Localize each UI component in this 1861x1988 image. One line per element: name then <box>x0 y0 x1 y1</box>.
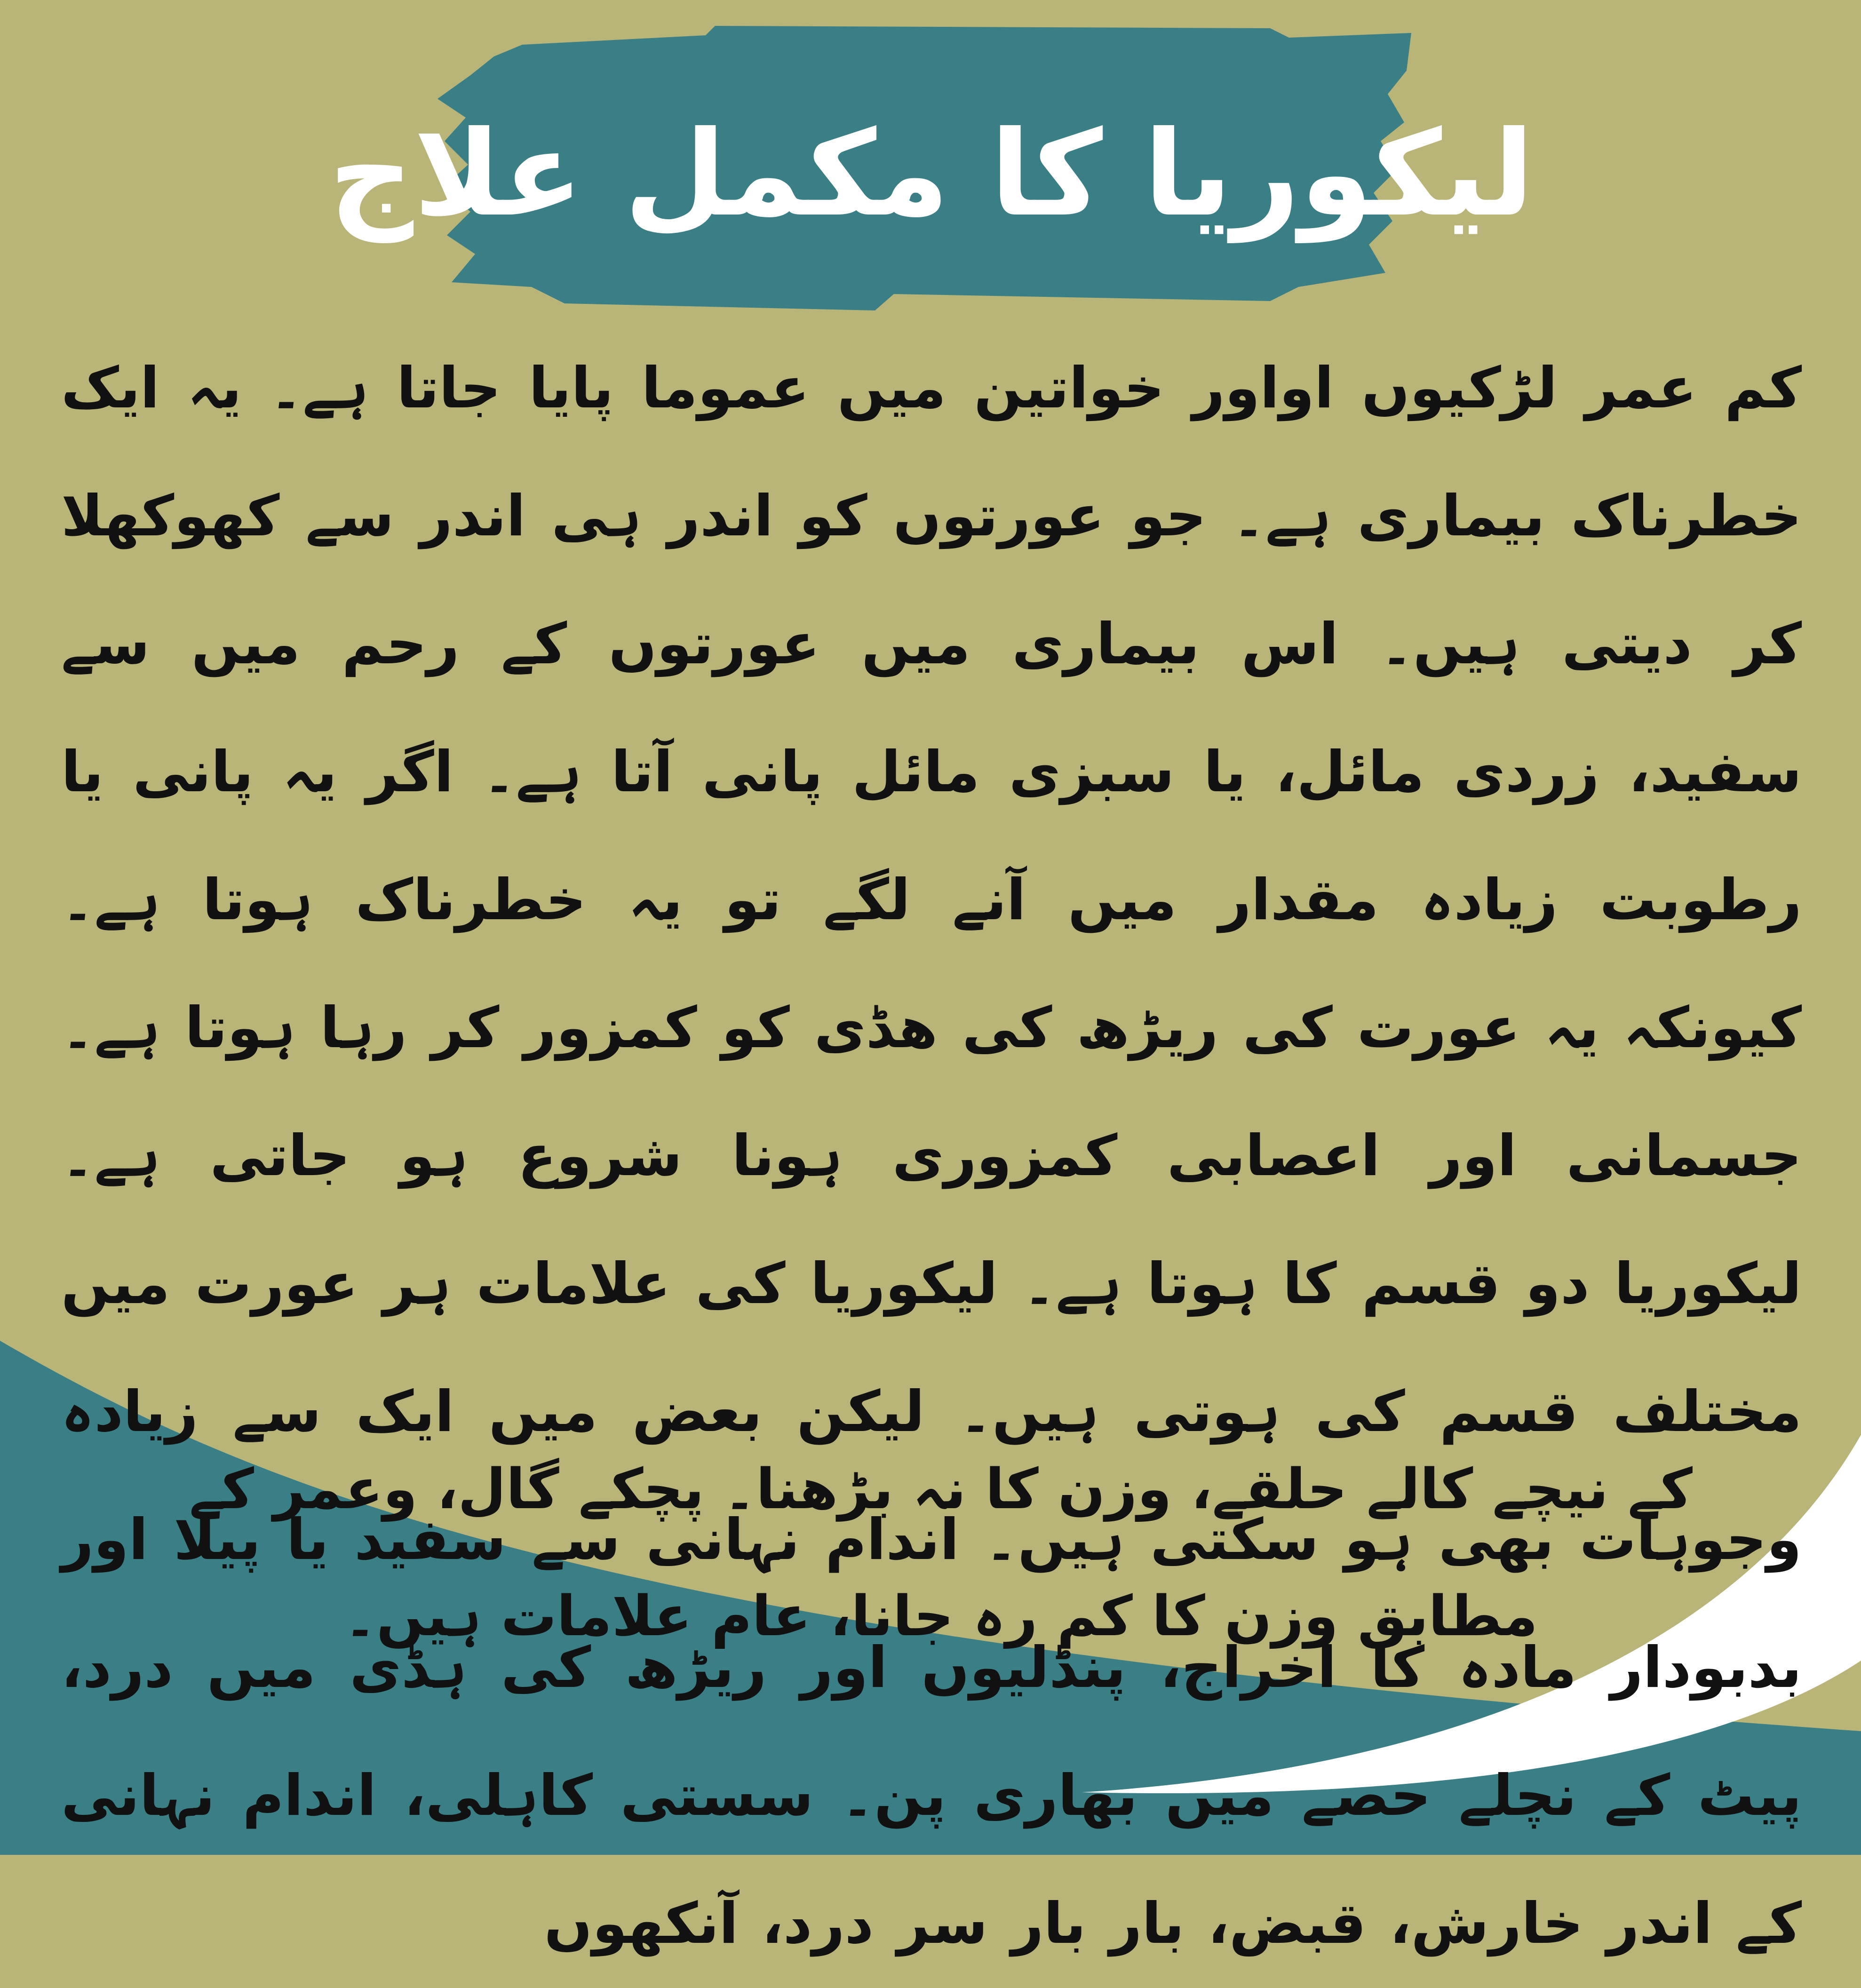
body-paragraph: کم عمر لڑکیوں اواور خواتین میں عموما پایا جاتا ہے۔ یہ ایک خطرناک بیماری ہے۔ جو عورتوں کو اندر ہی اندر سے کھوکھلا کر دیتی ہیں۔ اس بیماری میں عورتوں کے رحم میں سے سفید، زردی مائل، یا سبزی مائل پانی آتا ہے۔ اگر یہ پانی یا رطوبت زیادہ مقدار میں آنے لگے تو یہ خطرناک ہوتا ہے۔ کیونکہ یہ عورت کی ریڑھ کی ھڈی کو کمزور کر رہا ہوتا ہے۔ جسمانی اور اعصابی کمزوری ہونا شروع ہو جاتی ہے۔ لیکوریا دو قسم کا ہوتا ہے۔ لیکوریا کی علامات ہر عورت میں مختلف قسم کی ہوتی ہیں۔ لیکن بعض میں ایک سے زیادہ وجوہات بھی ہو سکتی ہیں۔ اندام نہانی سے سفید یا پیلا اور بدبودار مادہ کا اخراج، پنڈلیوں اور ریڑھ کی ہڈی میں درد، پیٹ کے نچلے حصے میں بھاری پن۔ سستی کاہلی، اندام نہانی کے اندر خارش، قبض، بار بار سر درد، آنکھوں <box>61 356 1802 1956</box>
closing-paragraph: کے نیچے کالے حلقے، وزن کا نہ بڑھنا۔ پچکے گال، وعمر کے مطابق وزن کا کم رہ جانا، عام علامات ہیں۔ <box>189 1456 1693 1648</box>
page-title: لیکوریا کا مکمل علاج <box>329 105 1534 242</box>
